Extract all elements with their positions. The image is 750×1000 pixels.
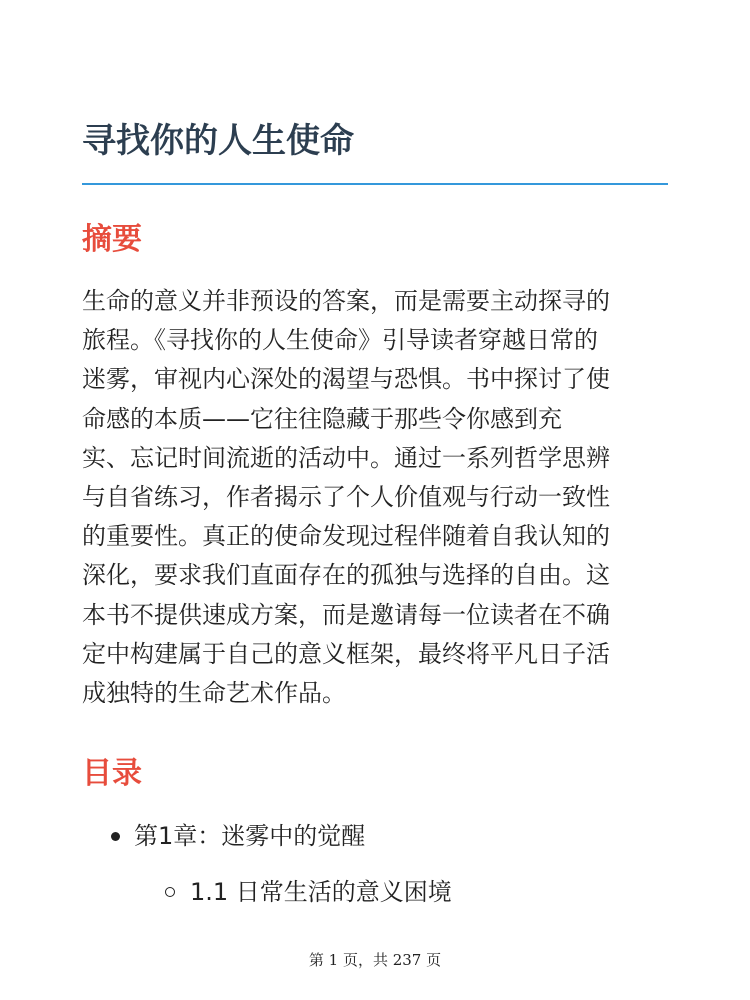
page-number-footer: 第 1 页，共 237 页 <box>308 951 442 969</box>
toc-heading: 目录 <box>82 756 142 791</box>
document-title: 寻找你的人生使命 <box>82 121 354 161</box>
toc-item-label: 第1章：迷雾中的觉醒 <box>134 822 366 850</box>
toc-item-chapter-1[interactable] <box>82 818 672 854</box>
abstract-line: 的重要性。真正的使命发现过程伴随着自我认知的 <box>82 522 610 551</box>
hollow-bullet-icon <box>165 887 175 897</box>
table-of-contents <box>82 818 672 910</box>
abstract-line: 旅程。《寻找你的人生使命》引导读者穿越日常的 <box>82 326 598 355</box>
abstract-line: 生命的意义并非预设的答案，而是需要主动探寻的 <box>82 287 610 315</box>
abstract-line: 命感的本质——它往往隐藏于那些令你感到充 <box>82 404 562 433</box>
abstract-line: 迷雾，审视内心深处的渴望与恐惧。书中探讨了使 <box>82 365 610 394</box>
abstract-line: 成独特的生命艺术作品。 <box>82 679 346 708</box>
toc-item-label: 1.1 日常生活的意义困境 <box>190 878 452 906</box>
abstract-line: 与自省练习，作者揭示了个人价值观与行动一致性 <box>82 483 610 512</box>
title-divider <box>82 183 668 185</box>
abstract-line: 本书不提供速成方案，而是邀请每一位读者在不确 <box>82 600 610 629</box>
abstract-paragraph <box>82 282 672 713</box>
abstract-line: 实、忘记时间流逝的活动中。通过一系列哲学思辨 <box>82 443 610 472</box>
toc-item-section-1-1[interactable] <box>82 874 672 910</box>
abstract-line: 深化，要求我们直面存在的孤独与选择的自由。这 <box>82 561 610 590</box>
abstract-heading: 摘要 <box>82 222 142 257</box>
abstract-line: 定中构建属于自己的意义框架，最终将平凡日子活 <box>82 639 610 668</box>
filled-bullet-icon <box>111 832 120 841</box>
